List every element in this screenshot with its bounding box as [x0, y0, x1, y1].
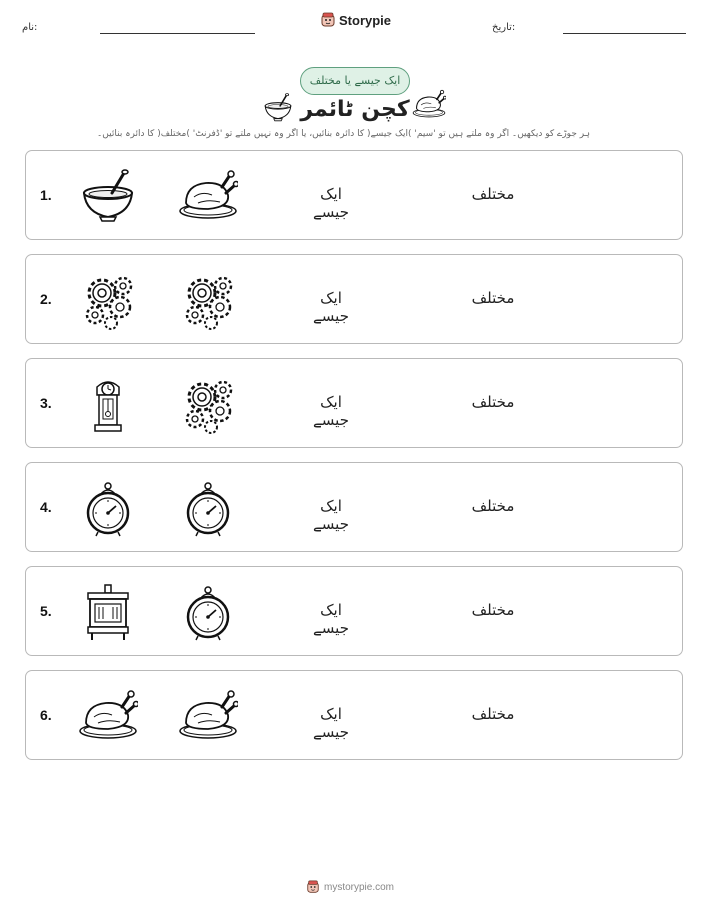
different-option[interactable]: مختلف [471, 289, 515, 307]
wood-stove-icon [78, 583, 138, 643]
different-option[interactable]: مختلف [471, 185, 515, 203]
footer-url: mystorypie.com [324, 881, 395, 893]
exercise-row [25, 462, 683, 552]
different-option[interactable]: مختلف [471, 601, 515, 619]
date-label: تاریخ: [492, 22, 516, 33]
row-number: 5. [40, 603, 52, 619]
alarm-clock-icon [178, 583, 238, 643]
exercise-row [25, 254, 683, 344]
alarm-clock-icon [78, 479, 138, 539]
same-option[interactable]: ایک جیسے [313, 185, 349, 221]
soup-bowl-icon [262, 92, 294, 124]
exercise-row [25, 358, 683, 448]
instructions: ہر جوڑے کو دیکھیں۔ اگر وہ ملتے ہیں تو 'سیم' )ایک جیسے( کا دائرہ بنائیں، یا اگر وہ نہیں ملتے تو 'ڈفرنٹ' )مختلف( کا دائرہ بنائیں۔ [97, 129, 590, 139]
gears-icon [178, 271, 238, 331]
row-number: 4. [40, 499, 52, 515]
grandfather-clock-icon [78, 375, 138, 435]
exercise-row [25, 670, 683, 760]
different-option[interactable]: مختلف [471, 497, 515, 515]
date-line[interactable] [563, 33, 686, 34]
name-label: نام: [22, 22, 38, 33]
same-option[interactable]: ایک جیسے [313, 497, 349, 533]
row-number: 6. [40, 707, 52, 723]
same-option[interactable]: ایک جیسے [313, 393, 349, 429]
different-option[interactable]: مختلف [471, 705, 515, 723]
footer [306, 880, 394, 894]
worksheet-type-badge: ایک جیسے یا مختلف [300, 67, 410, 95]
roast-chicken-icon [78, 687, 138, 747]
gears-icon [78, 271, 138, 331]
name-line[interactable] [100, 33, 255, 34]
same-option[interactable]: ایک جیسے [313, 601, 349, 637]
same-option[interactable]: ایک جیسے [313, 705, 349, 741]
same-option[interactable]: ایک جیسے [313, 289, 349, 325]
alarm-clock-icon [178, 479, 238, 539]
row-number: 1. [40, 187, 52, 203]
exercise-row [25, 150, 683, 240]
storypie-logo-icon [320, 12, 336, 28]
brand-name: Storypie [339, 12, 392, 28]
storypie-logo-icon [306, 880, 320, 894]
different-option[interactable]: مختلف [471, 393, 515, 411]
gears-icon [178, 375, 238, 435]
exercise-row [25, 566, 683, 656]
roast-chicken-icon [178, 167, 238, 227]
brand-logo [320, 12, 391, 28]
row-number: 2. [40, 291, 52, 307]
roast-chicken-icon [178, 687, 238, 747]
soup-bowl-icon [78, 167, 138, 227]
row-number: 3. [40, 395, 52, 411]
roast-chicken-icon [412, 88, 446, 122]
page-title: کچن ٹائمر [300, 97, 410, 122]
